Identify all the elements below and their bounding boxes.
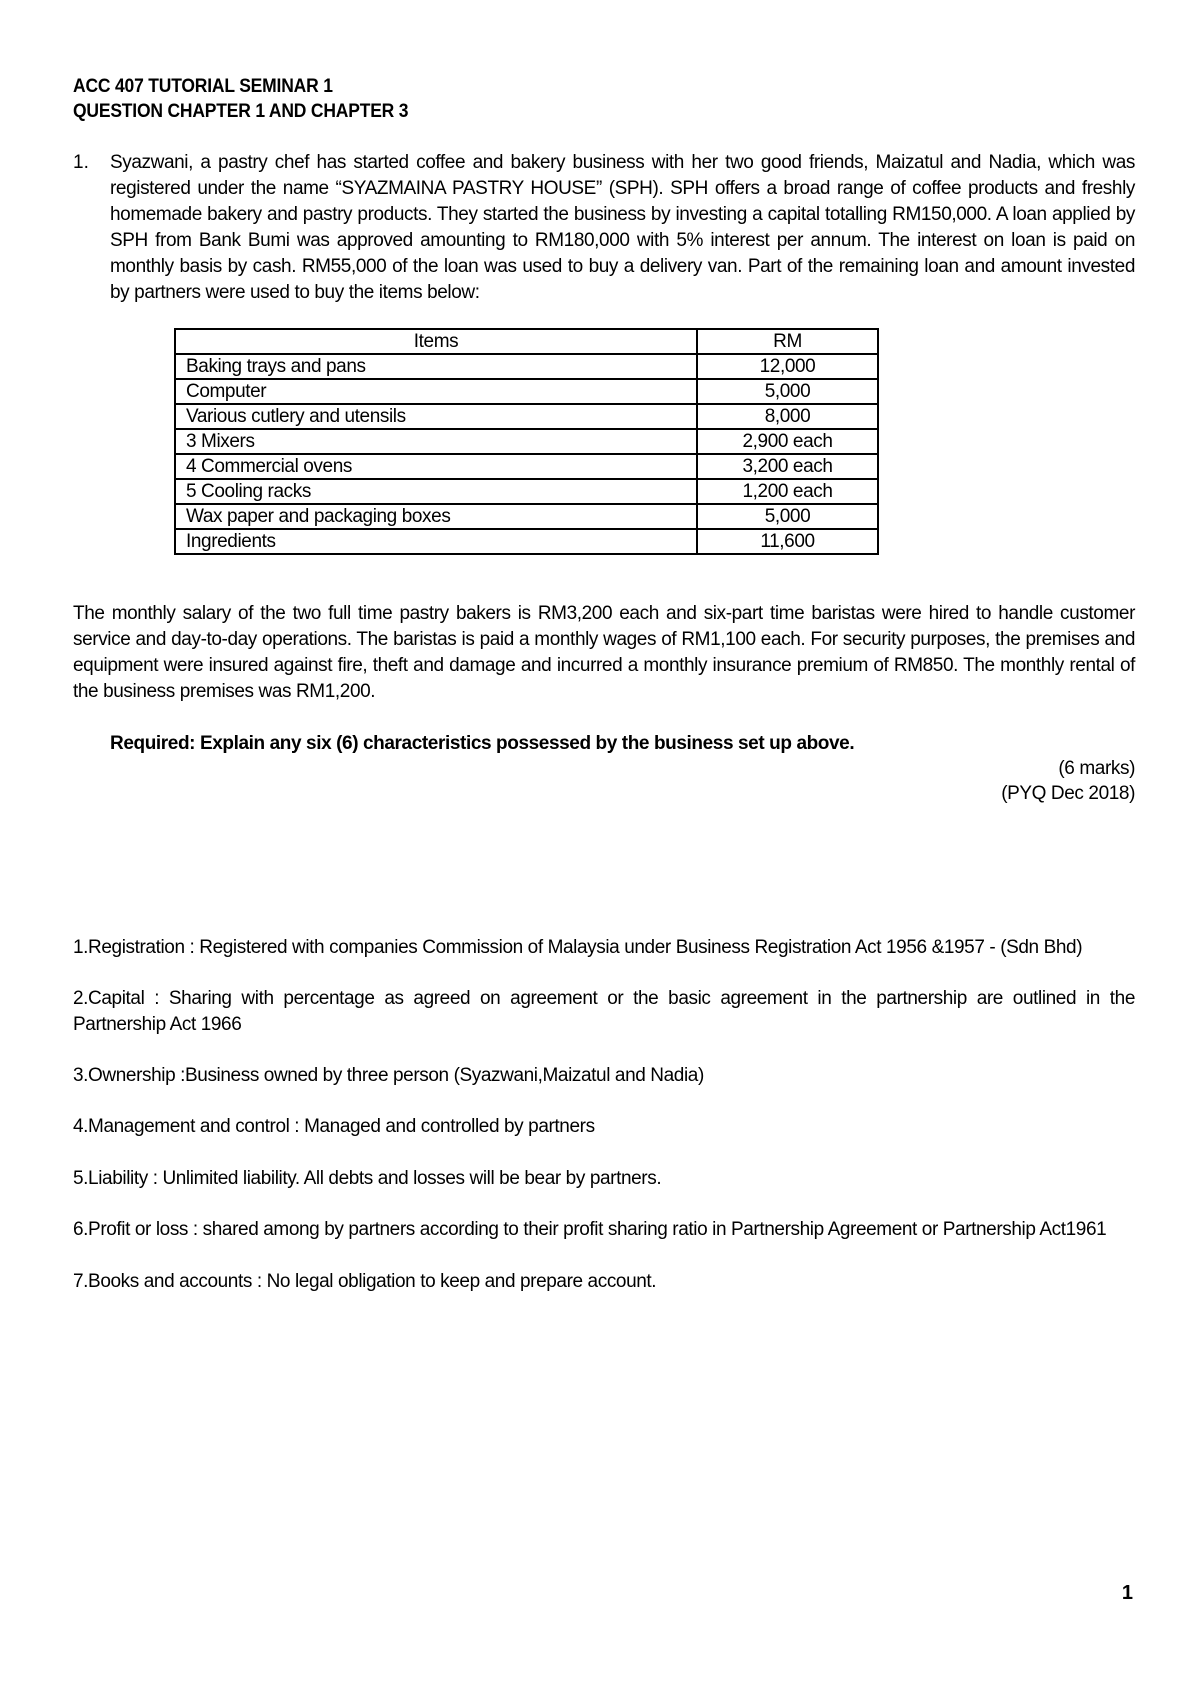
table-cell-rm: 1,200 each — [697, 479, 878, 504]
table-cell-item: Various cutlery and utensils — [175, 404, 697, 429]
question-number: 1. — [73, 152, 89, 173]
table-header-row — [175, 329, 878, 354]
answer-item-books: 7.Books and accounts : No legal obligation to keep and prepare account. — [73, 1271, 657, 1292]
table-header-items: Items — [175, 329, 697, 354]
table-row — [175, 529, 878, 554]
document-title: ACC 407 TUTORIAL SEMINAR 1 — [73, 76, 333, 97]
table-header-rm: RM — [697, 329, 878, 354]
table-cell-rm: 3,200 each — [697, 454, 878, 479]
document-subtitle: QUESTION CHAPTER 1 AND CHAPTER 3 — [73, 101, 409, 122]
table-cell-rm: 5,000 — [697, 504, 878, 529]
table-row — [175, 429, 878, 454]
table-cell-rm: 8,000 — [697, 404, 878, 429]
source-note: (PYQ Dec 2018) — [1001, 783, 1135, 804]
table-cell-item: 5 Cooling racks — [175, 479, 697, 504]
table-cell-rm: 2,900 each — [697, 429, 878, 454]
answer-item-capital: 2.Capital : Sharing with percentage as agreed on agreement or the basic agreement in the partnership are outlined in the Partnership Act 1966 — [73, 988, 1135, 1035]
answer-item-liability: 5.Liability : Unlimited liability. All debts and losses will be bear by partners. — [73, 1168, 662, 1189]
table-row — [175, 504, 878, 529]
table-row — [175, 479, 878, 504]
answer-item-registration: 1.Registration : Registered with companies Commission of Malaysia under Business Registration Act 1956 &1957 - (Sdn Bhd) — [73, 937, 1083, 958]
table-cell-item: Ingredients — [175, 529, 697, 554]
table-cell-rm: 11,600 — [697, 529, 878, 554]
answer-item-management: 4.Management and control : Managed and controlled by partners — [73, 1116, 595, 1137]
table-cell-item: Computer — [175, 379, 697, 404]
table-row — [175, 404, 878, 429]
table-row — [175, 379, 878, 404]
table-cell-rm: 12,000 — [697, 354, 878, 379]
table-cell-rm: 5,000 — [697, 379, 878, 404]
question-followup: The monthly salary of the two full time pastry bakers is RM3,200 each and six-part time baristas were hired to handle customer service and day-to-day operations. The baristas is paid a monthly wages of RM1,100 each. For security purposes, the premises and equipment were insured against fire, theft and damage and incurred a monthly insurance premium of RM850. The monthly rental of the business premises was RM1,200. — [73, 603, 1135, 702]
table-cell-item: 3 Mixers — [175, 429, 697, 454]
items-table — [174, 328, 879, 555]
page-number: 1 — [1121, 1582, 1133, 1604]
table-row — [175, 354, 878, 379]
answer-item-profit-loss: 6.Profit or loss : shared among by partners according to their profit sharing ratio in Partnership Agreement or Partnership Act1961 — [73, 1219, 1107, 1240]
answer-item-ownership: 3.Ownership :Business owned by three person (Syazwani,Maizatul and Nadia) — [73, 1065, 704, 1086]
table-cell-item: Wax paper and packaging boxes — [175, 504, 697, 529]
marks-note: (6 marks) — [1058, 758, 1135, 779]
required-instruction: Required: Explain any six (6) characteristics possessed by the business set up above. — [110, 733, 855, 754]
question-intro: Syazwani, a pastry chef has started coffee and bakery business with her two good friends, Maizatul and Nadia, which was registered under the name “SYAZMAINA PASTRY HOUSE” (SPH). SPH offers a broad range of coffee products and freshly homemade bakery and pastry products. They started the business by investing a capital totalling RM150,000. A loan applied by SPH from Bank Bumi was approved amounting to RM180,000 with 5% interest per annum. The interest on loan is paid on monthly basis by cash. RM55,000 of the loan was used to buy a delivery van. Part of the remaining loan and amount invested by partners were used to buy the items below: — [110, 152, 1135, 303]
table-cell-item: 4 Commercial ovens — [175, 454, 697, 479]
table-row — [175, 454, 878, 479]
table-cell-item: Baking trays and pans — [175, 354, 697, 379]
